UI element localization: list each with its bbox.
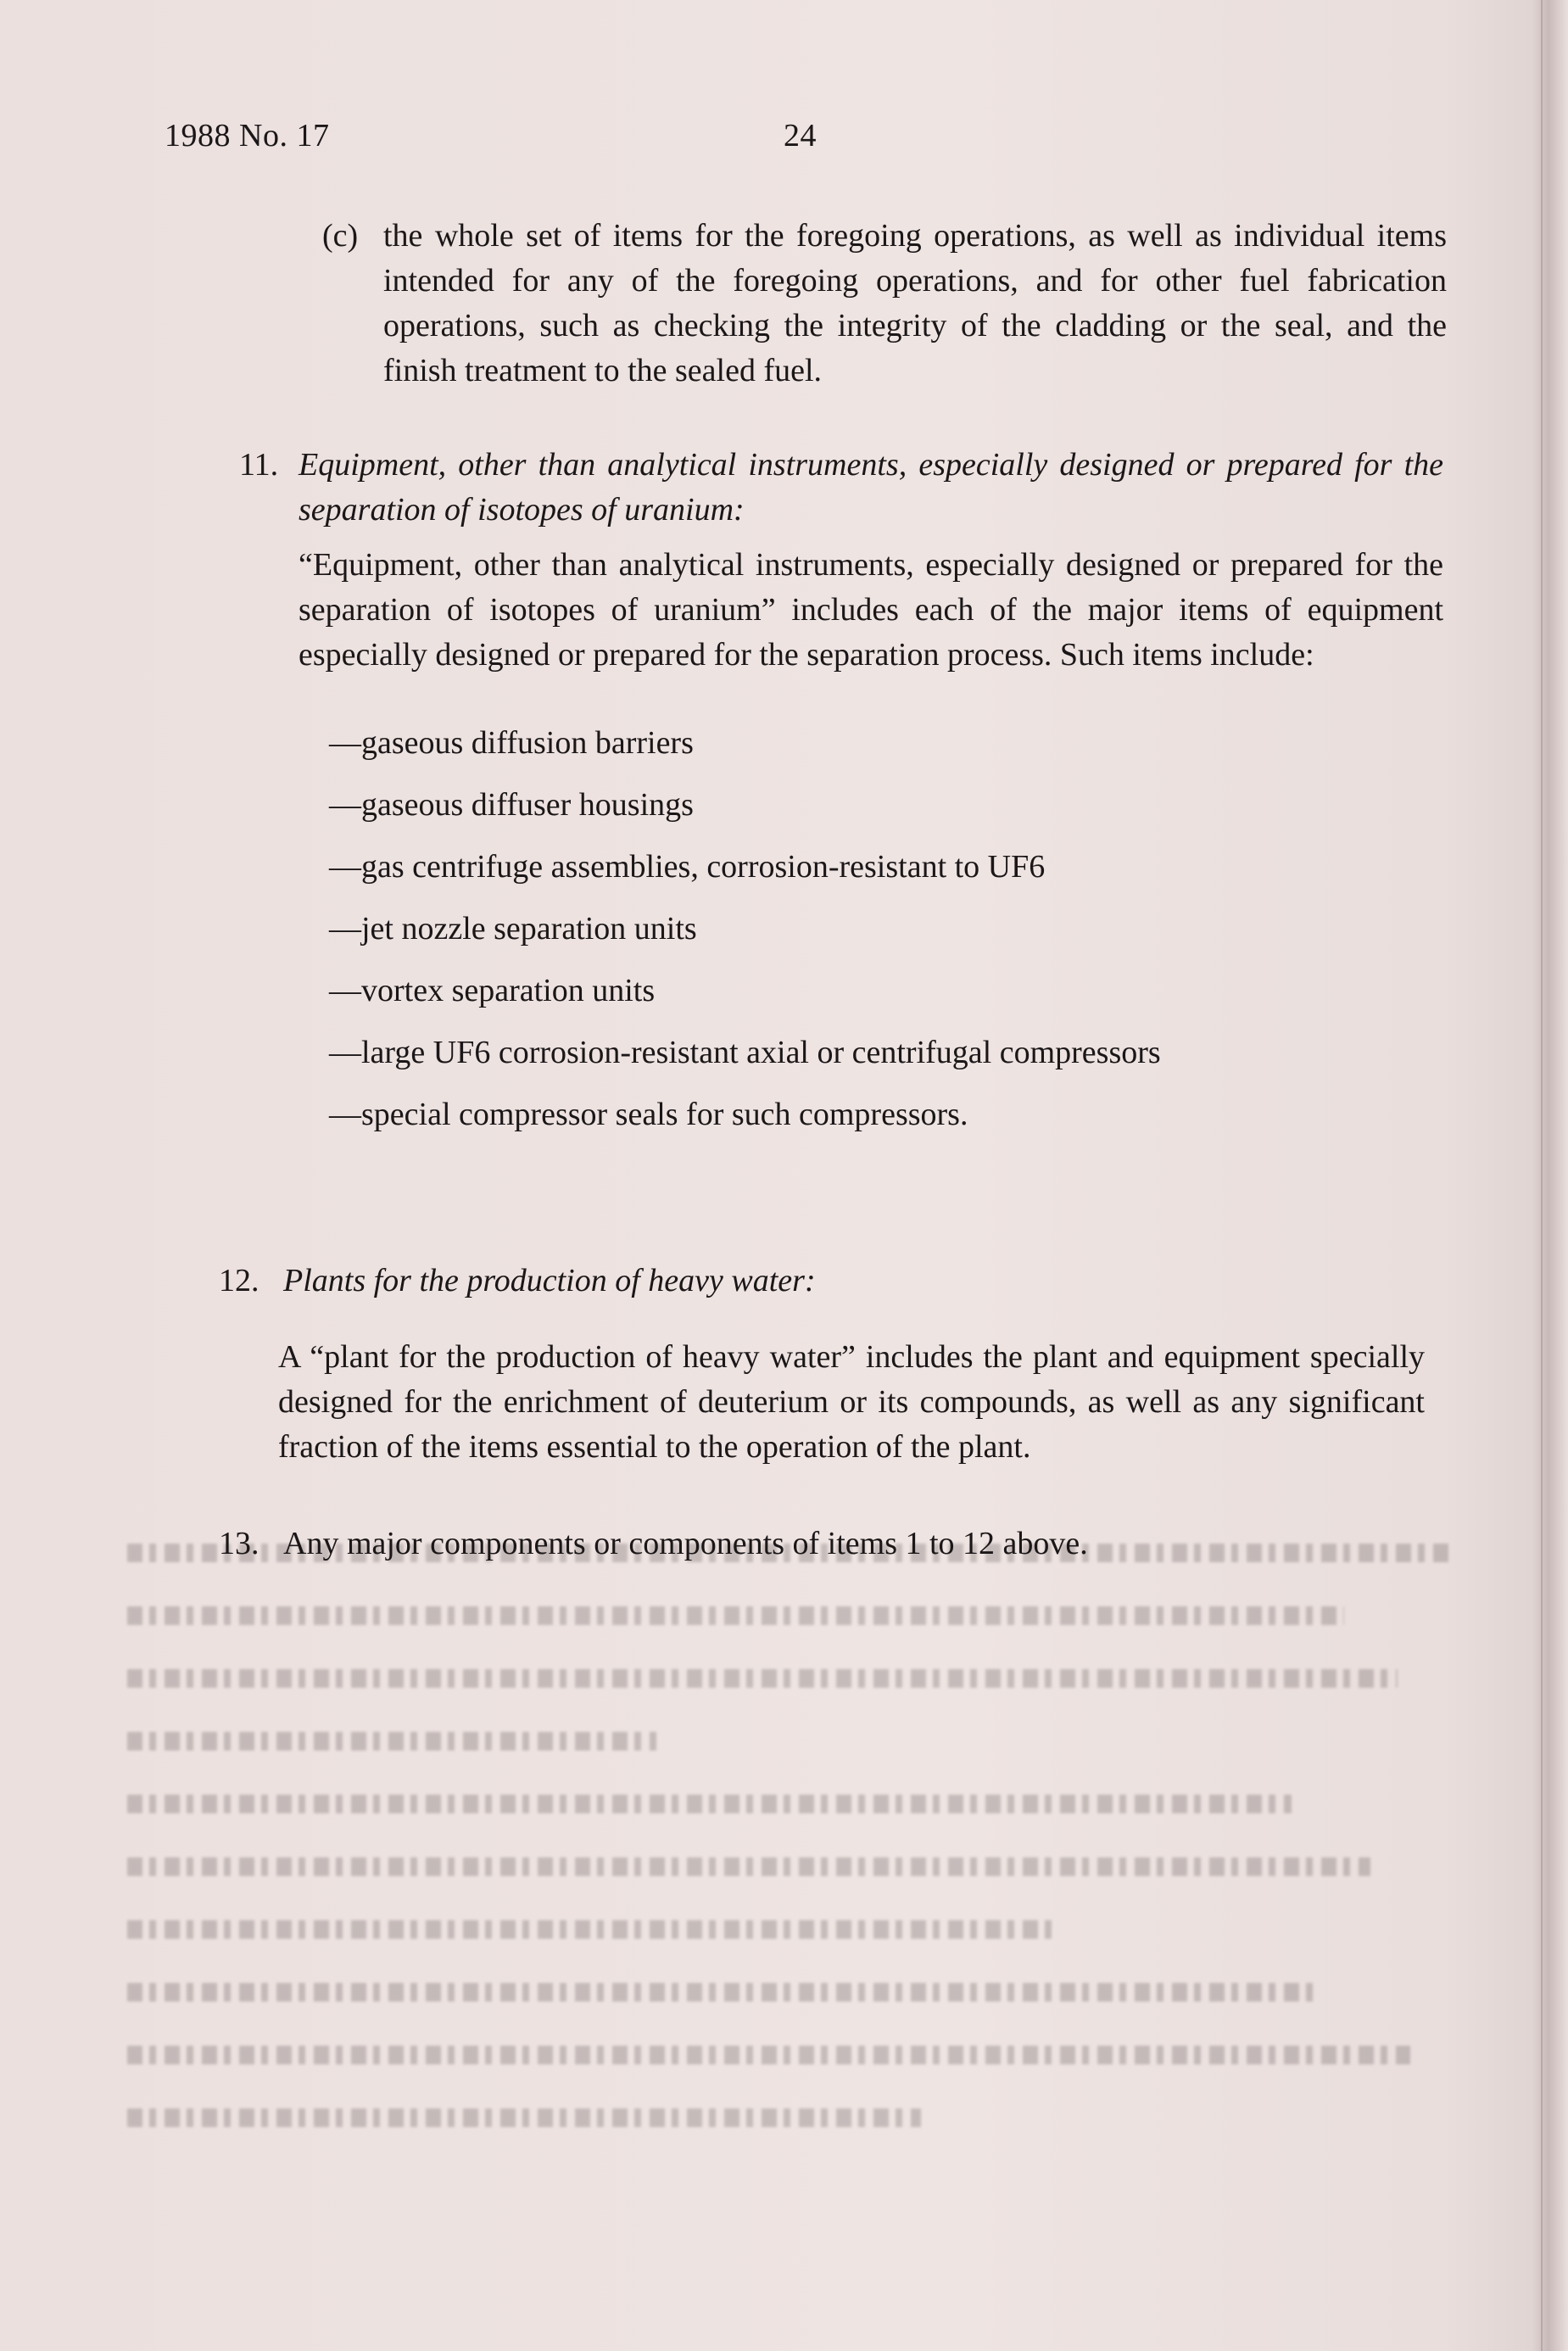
list-item: —gaseous diffusion barriers xyxy=(329,725,694,761)
section-12-title: Plants for the production of heavy water: xyxy=(283,1263,816,1298)
item-c xyxy=(322,214,1447,394)
page-edge-line xyxy=(1541,0,1543,2351)
list-item: —large UF6 corrosion-resistant axial or centrifugal compressors xyxy=(329,1035,1161,1070)
item-c-marker: (c) xyxy=(322,218,359,254)
document-reference: 1988 No. 17 xyxy=(165,118,330,154)
show-through-text xyxy=(127,1544,1450,2273)
list-item: —special compressor seals for such compressors. xyxy=(329,1097,968,1132)
equipment-list xyxy=(329,721,1448,1154)
list-item: —vortex separation units xyxy=(329,973,656,1008)
section-12-heading xyxy=(219,1259,1440,1304)
list-item: —gaseous diffuser housings xyxy=(329,787,694,823)
section-12-number: 12. xyxy=(219,1263,259,1298)
item-c-text: the whole set of items for the foregoing operations, as well as individual items intended for any of the foregoing operations, and for other fuel fabrication operations, such as checking the integrity of the cladding or the seal, and the finish treatment to the sealed fuel. xyxy=(383,218,1447,388)
section-13-text: Any major components or components of items 1 to 12 above. xyxy=(283,1526,1088,1561)
section-11-heading xyxy=(239,443,1443,533)
section-13 xyxy=(219,1522,1440,1566)
section-11-paragraph: “Equipment, other than analytical instruments, especially designed or prepared for the separation of isotopes of uranium” includes each of the major items of equipment especially designed or prepared for the separation process. Such items include: xyxy=(299,547,1443,673)
list-item: —gas centrifuge assemblies, corrosion-resistant to UF6 xyxy=(329,849,1046,885)
section-11-number: 11. xyxy=(239,447,279,483)
section-12-paragraph: A “plant for the production of heavy water” includes the plant and equipment specially designed for the enrichment of deuterium or its compounds, as well as any significant fraction of the items essential to the operation of the plant. xyxy=(278,1339,1425,1465)
section-13-number: 13. xyxy=(219,1526,259,1561)
section-11-title: Equipment, other than analytical instruments, especially designed or prepared for the separation of isotopes of uranium: xyxy=(299,447,1443,528)
page-binding-edge xyxy=(1532,0,1568,2351)
list-item: —jet nozzle separation units xyxy=(329,911,697,947)
page-number: 24 xyxy=(784,118,817,154)
